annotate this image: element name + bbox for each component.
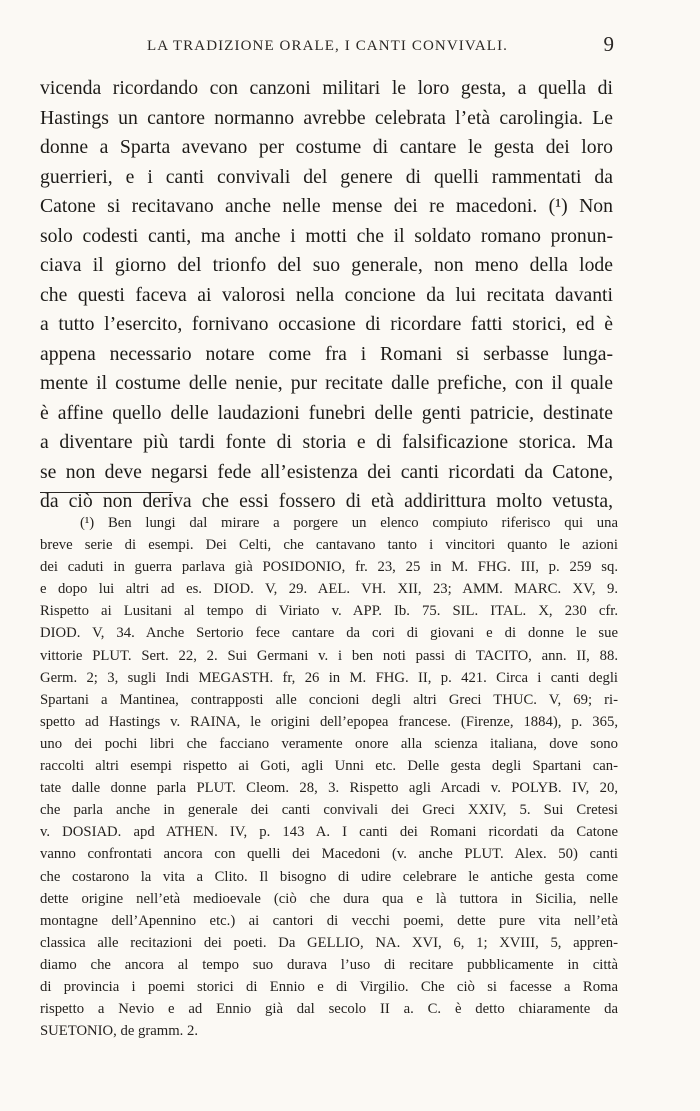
footnote-separator <box>40 492 173 493</box>
footnote-line: dette origine nell’età medioevale (ciò che dura qua e là tuttora in Sicilia, nelle <box>40 890 618 907</box>
footnote-line: (¹) Ben lungi dal mirare a porgere un elenco compiuto riferisco qui una <box>80 515 618 531</box>
footnote-line: breve serie di esempi. Dei Celti, che cantavano tanto i vincitori quanto le azioni <box>40 537 618 554</box>
footnote-line: vittorie PLUT. Sert. 22, 2. Sui Germani v. i ben noti passi di TACITO, ann. II, 88. <box>40 647 618 664</box>
text-line: se non deve negarsi fede all’esistenza dei canti ricordati da Catone, <box>40 460 613 483</box>
text-line: solo codesti canti, ma anche i motti che il soldato romano pronun- <box>40 224 613 247</box>
main-text <box>40 74 613 517</box>
page-number: 9 <box>603 32 614 56</box>
footnote-line: raccolti altri esempi rispetto ai Goti, agli Unni etc. Delle gesta degli Spartani can- <box>40 758 618 775</box>
text-line: a diventare più tardi fonte di storia e di falsificazione storica. Ma <box>40 431 613 453</box>
footnote-line: che costarono la vita a Clito. Il bisogno di udire celebrare le antiche gesta come <box>40 868 618 885</box>
text-line: mente il costume delle nenie, pur recitate dalle prefiche, con il quale <box>40 372 613 394</box>
footnote-line: Spartani a Mantinea, contrapposti alle concioni degli altri Greci THUC. V, 69; ri- <box>40 691 618 708</box>
footnotes <box>40 512 618 1042</box>
footnote-line: diamo che ancora al tempo suo durava l’uso di recitare pubblicamente in città <box>40 956 618 973</box>
footnote-line: Germ. 2; 3, sugli Indi MEGASTH. fr, 26 in M. FHG. II, p. 421. Circa i canti degli <box>40 669 618 686</box>
footnote-line: dei caduti in guerra parlava già POSIDONIO, fr. 23, 25 in M. FHG. III, p. 259 sq. <box>40 559 618 576</box>
footnote-line: classica alle recitazioni dei poeti. Da GELLIO, NA. XVI, 6, 1; XVIII, 5, appren- <box>40 934 618 951</box>
footnote-line: vanno confrontati ancora con quelli dei Macedoni (v. anche PLUT. Alex. 50) canti <box>40 846 618 863</box>
text-line: Catone si recitavano anche nelle mense dei re macedoni. (¹) Non <box>40 195 613 217</box>
text-line: è affine quello delle laudazioni funebri delle genti patricie, destinate <box>40 401 613 424</box>
text-line: Hastings un cantore normanno avrebbe celebrata l’età carolingia. Le <box>40 106 613 129</box>
text-line: vicenda ricordando con canzoni militari le loro gesta, a quella di <box>40 77 613 99</box>
footnote-line: rispetto a Nevio e ad Ennio già dal secolo II a. C. è detto chiaramente da <box>40 1001 618 1018</box>
text-line: a tutto l’esercito, fornivano occasione di ricordare fatti storici, ed è <box>40 313 613 335</box>
text-line: ciava il giorno del trionfo del suo generale, non meno della lode <box>40 254 613 276</box>
footnote-line: DIOD. V, 34. Anche Sertorio fece cantare da cori di giovani e di donne le sue <box>40 625 618 642</box>
footnote-line: di provincia i poemi storici di Ennio e di Virgilio. Che ciò si facesse a Roma <box>40 978 618 995</box>
footnote-line: che parla anche in generale dei canti convivali dei Greci XXIV, 5. Sui Cretesi <box>40 802 618 819</box>
footnote-line: SUETONIO, de gramm. 2. <box>40 1023 199 1040</box>
text-line: guerrieri, e i canti convivali del genere di quelli rammentati da <box>40 165 613 188</box>
running-head-title: LA TRADIZIONE ORALE, I CANTI CONVIVALI. <box>146 38 509 54</box>
running-header <box>40 38 615 55</box>
footnote-line: spetto ad Hastings v. RAINA, le origini dell’epopea francese. (Firenze, 1884), p. 365, <box>40 713 618 730</box>
footnote-line: montagne dell’Apennino etc.) ai cantori di vecchi poemi, dette pure vita nell’età <box>40 912 618 929</box>
footnote-line: tate dalle donne parla PLUT. Cleom. 28, 3. Rispetto agli Arcadi v. POLYB. IV, 20, <box>40 780 618 797</box>
footnote-line: e dopo lui altri ad es. DIOD. V, 29. AEL. VH. XII, 23; AMM. MARC. XV, 9. <box>40 581 618 598</box>
text-line: donne a Sparta avevano per costume di cantare le gesta dei loro <box>40 136 613 158</box>
text-line: appena necessario notare come fra i Romani si serbasse lunga- <box>40 342 613 365</box>
text-line: da ciò non deriva che essi fossero di età addirittura molto vetusta, <box>40 490 613 512</box>
footnote-line: Rispetto ai Lusitani al tempo di Viriato v. APP. Ib. 75. SIL. ITAL. X, 230 cfr. <box>40 603 618 620</box>
footnote-line: uno dei pochi libri che facciano veramente onore alla scienza italiana, dove sono <box>40 735 618 752</box>
footnote-line: v. DOSIAD. apd ATHEN. IV, p. 143 A. I canti dei Romani ricordati da Catone <box>40 824 618 841</box>
text-line: che questi faceva ai valorosi nella concione da lui recitata davanti <box>40 283 613 306</box>
